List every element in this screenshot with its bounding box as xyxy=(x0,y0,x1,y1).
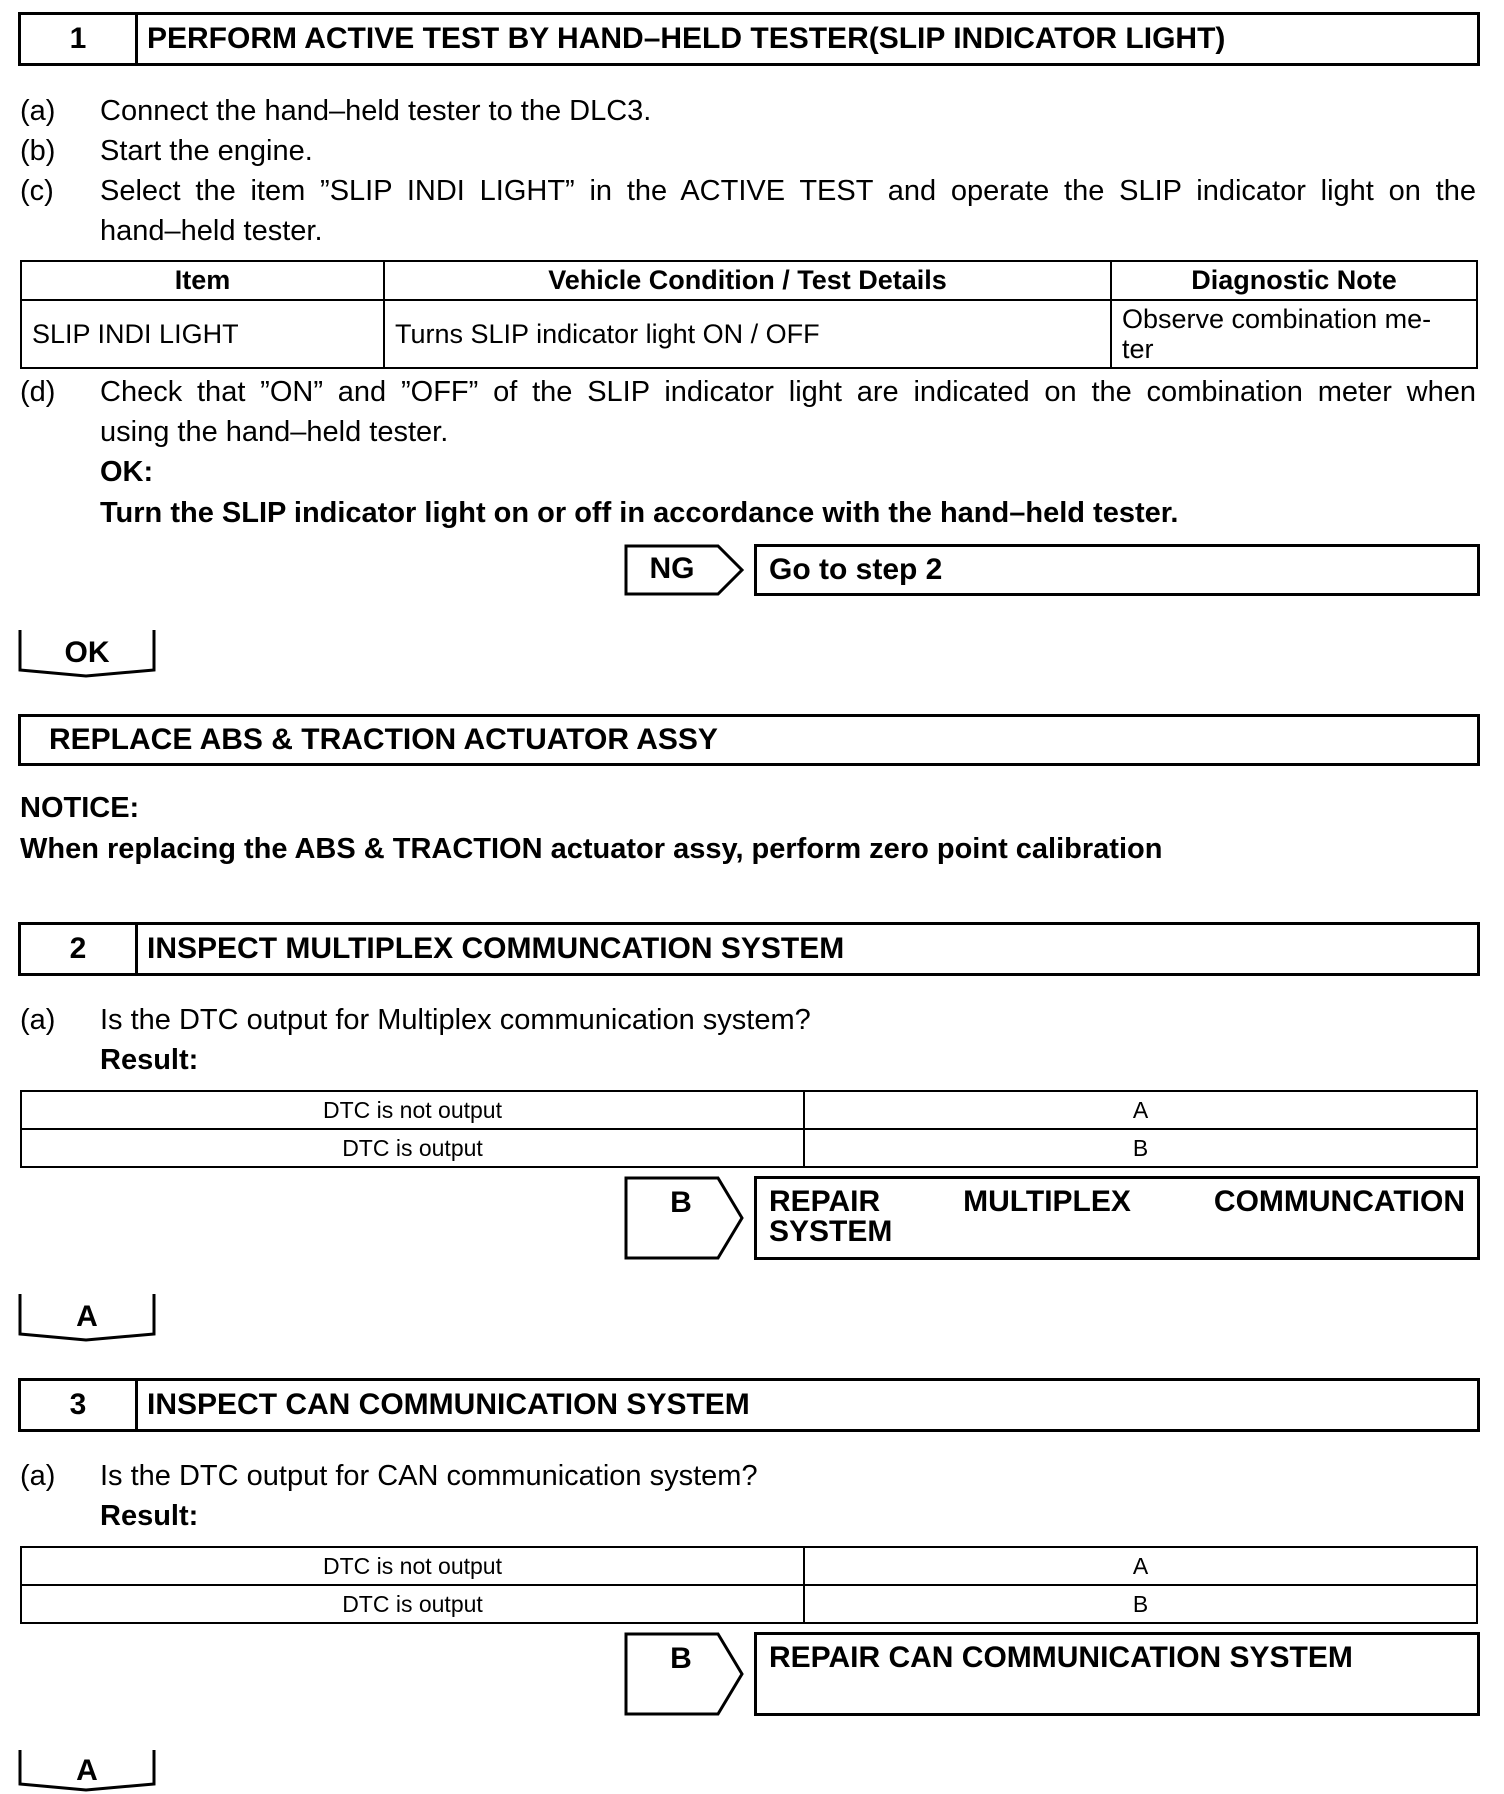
table-header: Item xyxy=(21,261,384,300)
a-tab-label: A xyxy=(76,1754,98,1787)
step-title: INSPECT MULTIPLEX COMMUNCATION SYSTEM xyxy=(147,932,845,965)
instruction-letter: (c) xyxy=(20,175,54,207)
instruction-letter: (b) xyxy=(20,135,56,167)
replace-actuator-box xyxy=(18,714,1480,766)
repair-multiplex-line1 xyxy=(769,1185,1465,1219)
replace-title: REPLACE ABS & TRACTION ACTUATOR ASSY xyxy=(49,723,718,756)
step-title: INSPECT CAN COMMUNICATION SYSTEM xyxy=(147,1388,750,1421)
repair-multiplex-box[interactable] xyxy=(754,1176,1480,1260)
a-tab-label: A xyxy=(76,1300,98,1333)
table-cell: Turns SLIP indicator light ON / OFF xyxy=(384,300,1111,368)
ok-label: OK: xyxy=(100,456,154,488)
instruction-text: Select the item ”SLIP INDI LIGHT” in the ACTIVE TEST and operate the SLIP indicator light on the xyxy=(100,175,1476,207)
result-condition: DTC is output xyxy=(21,1129,804,1167)
notice-text: When replacing the ABS & TRACTION actuator assy, perform zero point calibration xyxy=(20,833,1163,865)
ok-text: Turn the SLIP indicator light on or off in accordance with the hand–held tester. xyxy=(100,497,1179,529)
instruction-letter: (a) xyxy=(20,1460,56,1492)
instruction-letter: (a) xyxy=(20,1004,56,1036)
ok-tab-label: OK xyxy=(64,636,110,669)
step-3-header xyxy=(18,1378,1480,1432)
result-code: B xyxy=(804,1585,1477,1623)
note-line: ter xyxy=(1122,334,1154,364)
result-condition: DTC is not output xyxy=(21,1547,804,1585)
repair-word: COMMUNCATION xyxy=(1213,1185,1465,1218)
result-table xyxy=(20,1546,1478,1624)
instruction-letter: (a) xyxy=(20,95,56,127)
step-title: PERFORM ACTIVE TEST BY HAND–HELD TESTER(SLIP INDICATOR LIGHT) xyxy=(147,22,1226,55)
instruction-text: Is the DTC output for Multiplex communication system? xyxy=(100,1004,811,1036)
ng-label: NG xyxy=(649,552,695,585)
step-number: 3 xyxy=(21,1381,138,1429)
table-cell: SLIP INDI LIGHT xyxy=(21,300,384,368)
step-number: 1 xyxy=(21,15,138,63)
result-condition: DTC is not output xyxy=(21,1091,804,1129)
repair-word: MULTIPLEX xyxy=(963,1185,1131,1218)
instruction-text: Check that ”ON” and ”OFF” of the SLIP indicator light are indicated on the combination meter when xyxy=(100,376,1476,408)
result-code: A xyxy=(804,1091,1477,1129)
b-label: B xyxy=(670,1186,692,1219)
active-test-table xyxy=(20,260,1478,369)
repair-can-text: REPAIR CAN COMMUNICATION SYSTEM xyxy=(769,1641,1353,1674)
instruction-text: hand–held tester. xyxy=(100,215,323,247)
repair-word: REPAIR xyxy=(769,1185,881,1218)
step-2-header xyxy=(18,922,1480,976)
repair-can-box[interactable] xyxy=(754,1632,1480,1716)
instruction-letter: (d) xyxy=(20,376,56,408)
instruction-text: Is the DTC output for CAN communication system? xyxy=(100,1460,758,1492)
table-header: Diagnostic Note xyxy=(1111,261,1477,300)
result-code: A xyxy=(804,1547,1477,1585)
result-condition: DTC is output xyxy=(21,1585,804,1623)
repair-multiplex-line2: SYSTEM xyxy=(769,1215,893,1248)
instruction-text: Start the engine. xyxy=(100,135,313,167)
result-label: Result: xyxy=(100,1044,199,1076)
step-number: 2 xyxy=(21,925,138,973)
go-to-step-2-text: Go to step 2 xyxy=(769,553,943,586)
go-to-step-2-box[interactable] xyxy=(754,544,1480,596)
instruction-text: Connect the hand–held tester to the DLC3. xyxy=(100,95,652,127)
result-code: B xyxy=(804,1129,1477,1167)
result-label: Result: xyxy=(100,1500,199,1532)
b-label: B xyxy=(670,1642,692,1675)
instruction-text: using the hand–held tester. xyxy=(100,416,449,448)
table-header: Vehicle Condition / Test Details xyxy=(384,261,1111,300)
step-1-header xyxy=(18,12,1480,66)
result-table xyxy=(20,1090,1478,1168)
notice-label: NOTICE: xyxy=(20,792,140,824)
note-line: Observe combination me- xyxy=(1122,304,1432,334)
table-cell xyxy=(1111,300,1477,368)
